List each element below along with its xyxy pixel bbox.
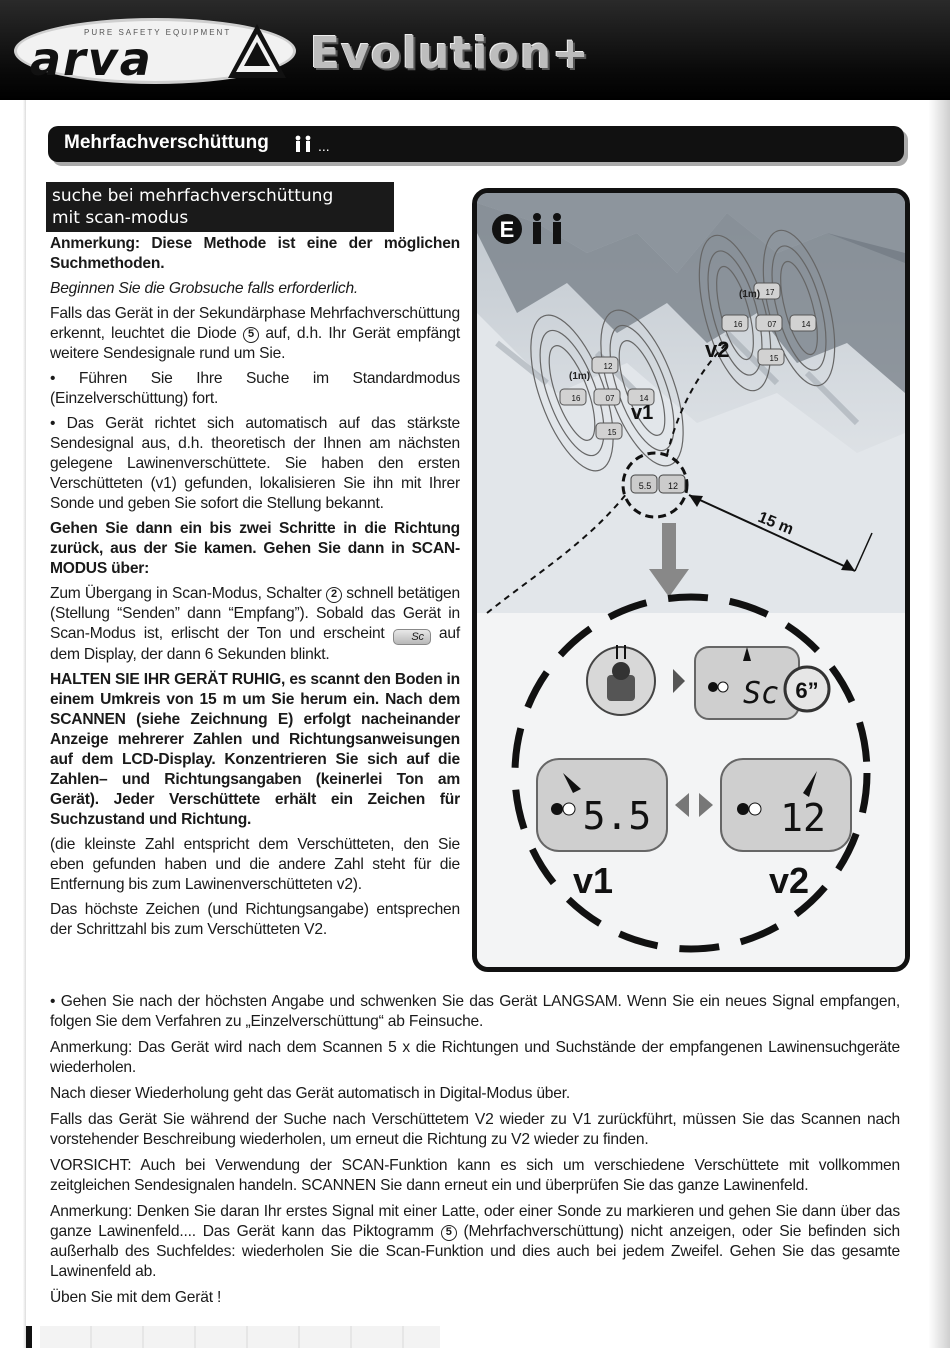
text-span: Falls das Gerät in der Sekundärphase Mehrfachverschüttung erkennt, leuchtet die Diode bbox=[50, 305, 460, 342]
illustration-canvas bbox=[477, 193, 905, 967]
scan-mode-illustration bbox=[472, 188, 910, 972]
step-back-paragraph: Gehen Sie dann ein bis zwei Schritte in die Richtung zurück, aus der Sie kamen. Gehen Sie dann in SCAN-MODUS über: bbox=[50, 520, 460, 577]
note-repeat: Anmerkung: Das Gerät wird nach dem Scannen 5 x die Richtungen und Suchstände der empfangenen Lawinensuchgeräte wiederholen. bbox=[50, 1039, 900, 1076]
mini-v2-value: 12 bbox=[667, 481, 679, 491]
multiple-victims-icon bbox=[292, 134, 352, 159]
start-paragraph: Beginnen Sie die Grobsuche falls erforderlich. bbox=[50, 280, 359, 297]
scan-mode-paragraph bbox=[50, 584, 460, 665]
practice-paragraph: Üben Sie mit dem Gerät ! bbox=[50, 1289, 222, 1306]
full-width-text bbox=[50, 992, 900, 1314]
mini-display-value: 07 bbox=[767, 320, 777, 329]
right-page-margin bbox=[926, 100, 950, 1348]
mini-display-value: 15 bbox=[607, 428, 617, 437]
mini-display-value: 15 bbox=[769, 354, 779, 363]
note-digital-mode: Nach dieser Wiederholung geht das Gerät automatisch in Digital-Modus über. bbox=[50, 1085, 571, 1102]
down-arrow-icon bbox=[662, 523, 676, 571]
note-paragraph: Anmerkung: Diese Methode ist eine der möglichen Suchmethoden. bbox=[50, 235, 460, 272]
scan-display-text: Sc bbox=[742, 676, 780, 711]
v2-map-label: v2 bbox=[705, 337, 730, 362]
mini-display-value: 14 bbox=[639, 394, 649, 403]
v1-display-label: v1 bbox=[573, 860, 614, 901]
scan-display-chip-icon: Sc bbox=[393, 629, 431, 645]
brand-name: arva bbox=[30, 32, 153, 86]
brand-tagline: PURE SAFETY EQUIPMENT bbox=[84, 28, 232, 37]
v2-one-meter-label: (1m) bbox=[739, 289, 761, 300]
multi-burial-badge-icon: 5 bbox=[441, 1225, 457, 1241]
note-back-to-v1: Falls das Gerät Sie während der Suche nach Verschüttetem V2 wieder zu V1 zurückführt, müssen Sie das Scannen nach vorstehender Beschreibung wiederholen, um erneut die Richtung zu V2 wieder zu finden. bbox=[50, 1111, 900, 1148]
subheading bbox=[46, 182, 394, 232]
section-title: Mehrfachverschüttung bbox=[64, 132, 269, 153]
v2-lcd-display bbox=[721, 759, 851, 851]
caution-paragraph: VORSICHT: Auch bei Verwendung der SCAN-Funktion kann es sich um verschiedene Verschüttete mit vollkommen zeitgleichen Sendesignalen handeln. SCANNEN Sie dann erneut ein und überprüfen Sie das ganze Lawinenfeld. bbox=[50, 1157, 900, 1194]
scan-seconds: 6” bbox=[795, 678, 819, 703]
note-mark-signal bbox=[50, 1202, 900, 1282]
mini-display-value: 16 bbox=[733, 320, 743, 329]
mini-display-value: 14 bbox=[801, 320, 811, 329]
footer-rule bbox=[26, 1326, 32, 1348]
bullet-strongest-signal: • Das Gerät richtet sich automatisch auf das stärkste Sendesignal aus, d.h. theoretisch der Ihnen am nächsten gelegene Lawinenverschüttete. Sie haben den ersten Verschütteten (v1) gefunden, lokalisieren Sie ihn mit Ihrer Sonde und geben Sie sofort die Stellung bekannt. bbox=[50, 415, 460, 512]
text-span: Zum Übergang in Scan-Modus, Schalter bbox=[50, 585, 322, 602]
section-heading-bar bbox=[48, 126, 904, 162]
mini-display-value: 12 bbox=[603, 362, 613, 371]
v1-map-label: v1 bbox=[631, 402, 654, 424]
secondary-phase-paragraph bbox=[50, 304, 460, 364]
left-page-margin bbox=[0, 100, 26, 1348]
distance-label: 15 m bbox=[755, 508, 796, 539]
mini-display-value: 17 bbox=[765, 288, 775, 297]
text-span: auf, d.h. Ihr Gerät empfängt weitere Sendesignale rund um Sie. bbox=[50, 325, 460, 362]
text-span: (Mehrfachverschüttung) nicht anzeigen, oder Sie befinden sich außerhalb des Suchfeldes: wiederholen Sie die Scan-Funktion und dies auch bei jedem Zweifel. Gehen Sie das gesamte Lawinenfeld ab. bbox=[50, 1223, 900, 1280]
figure-label: E bbox=[499, 217, 515, 242]
v1-one-meter-label: (1m) bbox=[569, 371, 591, 382]
diode-badge-icon: 5 bbox=[243, 327, 259, 343]
v2-display-value: 12 bbox=[780, 796, 826, 840]
bullet-follow-highest: • Gehen Sie nach der höchsten Angabe und schwenken Sie das Gerät LANGSAM. Wenn Sie ein neues Signal empfangen, folgen Sie dem Verfahren zu „Einzelverschüttung“ ab Feinsuche. bbox=[50, 993, 900, 1030]
highest-sign-paragraph: Das höchste Zeichen (und Richtungsangabe) entsprechen der Schrittzahl bis zum Verschütteten V2. bbox=[50, 901, 460, 938]
v1-lcd-display bbox=[537, 759, 667, 851]
mountain-logo-icon bbox=[224, 20, 290, 82]
switch-badge-icon: 2 bbox=[326, 587, 342, 603]
mini-display-value: 16 bbox=[571, 394, 581, 403]
subheading-line-2: mit scan-modus bbox=[52, 208, 189, 228]
subheading-line-1: suche bei mehrfachverschüttung bbox=[52, 186, 334, 206]
left-column-text bbox=[50, 234, 460, 945]
section-suffix: ... bbox=[318, 138, 330, 154]
footer-strip bbox=[40, 1326, 440, 1348]
product-title: Evolution+ bbox=[310, 28, 590, 79]
v2-display-label: v2 bbox=[769, 860, 810, 901]
transceiver-switch-icon bbox=[587, 645, 655, 715]
text-span: Anmerkung: Denken Sie daran Ihr erstes Signal mit einer Latte, oder einer Sonde zu markieren und gehen Sie dann über das ganze Lawinenfeld.... Das Gerät kann das Piktogramm bbox=[50, 1203, 900, 1240]
bullet-standard-mode: • Führen Sie Ihre Suche im Standardmodus (Einzelverschüttung) fort. bbox=[50, 370, 460, 407]
v1-display-value: 5.5 bbox=[582, 794, 652, 838]
hold-still-paragraph: HALTEN SIE IHR GERÄT RUHIG, es scannt den Boden in einem Umkreis von 15 m um Sie herum ein. Nach dem SCANNEN (siehe Zeichnung E) erfolgt nacheinander Anzeige mehrerer Zahlen und Richtungsanweisungen auf dem LCD-Display. Konzentrieren Sie sich auf die Zahlen– und Richtungsangaben (keinerlei Ton am Gerät). Jeder Verschüttete erhält ein Zeichen für Suchzustand und Richtung. bbox=[50, 671, 460, 828]
text-span: auf dem Display, der dann 6 Sekunden blinkt. bbox=[50, 625, 460, 663]
smallest-number-paragraph: (die kleinste Zahl entspricht dem Verschütteten, den Sie eben gefunden haben und die andere Zahl steht für die Entfernung bis zum Lawinenverschütteten v2). bbox=[50, 836, 460, 893]
page-header bbox=[0, 0, 950, 100]
mini-display-value: 07 bbox=[605, 394, 615, 403]
text-span: schnell betätigen (Stellung “Senden” dann “Empfang”). Sobald das Gerät in Scan-Modus ist, erlischt der Ton und erscheint bbox=[50, 585, 461, 642]
mini-v1-value: 5.5 bbox=[638, 481, 652, 491]
